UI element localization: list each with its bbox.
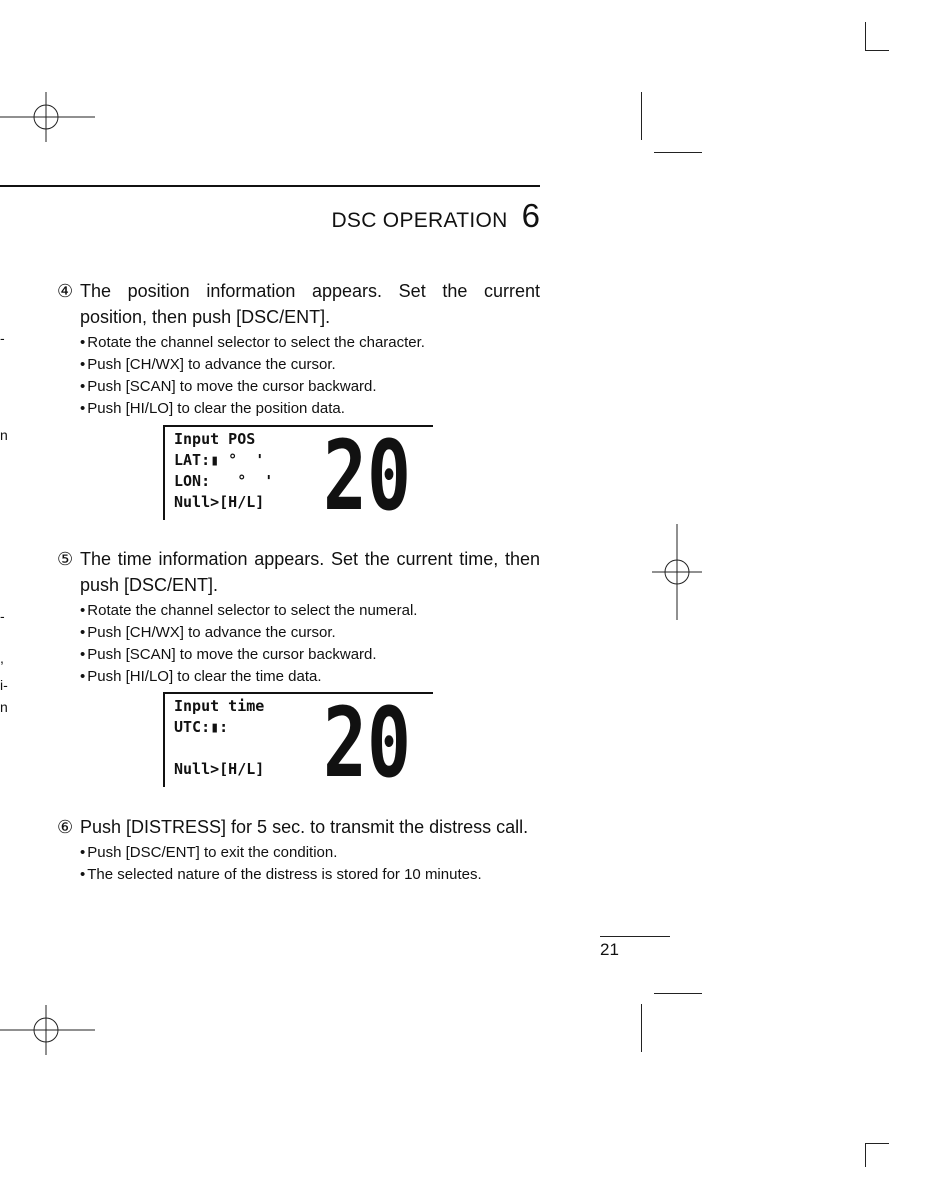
bullet-list [80,842,540,886]
bullet-item: • Push [SCAN] to move the cursor backward. [80,644,540,666]
bullet-list [80,332,540,420]
crop-mark [865,22,866,50]
edge-fragment: i- [0,677,8,693]
channel-digits [321,420,413,532]
crop-mark [865,1143,866,1167]
bullet-item: • Push [CH/WX] to advance the cursor. [80,622,540,644]
edge-fragment: n [0,699,8,715]
edge-fragment: , [0,650,4,666]
step-number: ⑥ [57,817,74,837]
section-header [331,197,540,235]
header-rule [0,185,540,187]
step-6 [57,814,540,886]
bullet-item: • The selected nature of the distress is stored for 10 minutes. [80,864,540,886]
lcd-line: Input time [174,697,265,715]
page-number-rule [600,936,670,937]
edge-fragment: - [0,330,5,346]
lcd-line [174,738,264,759]
step-number: ④ [57,281,74,301]
channel-number: 20 [323,420,411,532]
bullet-item: • Push [CH/WX] to advance the cursor. [80,354,540,376]
registration-mark [0,1005,96,1055]
bullet-item: • Push [HI/LO] to clear the position data. [80,398,540,420]
step-5 [57,546,540,688]
lcd-line: UTC:▮: [174,718,229,736]
channel-digits [321,687,413,799]
edge-fragment: n [0,427,8,443]
bullet-item: • Push [SCAN] to move the cursor backward. [80,376,540,398]
crop-mark [654,993,702,994]
registration-mark [652,524,702,620]
lcd-text [174,696,264,780]
channel-number: 20 [323,687,411,799]
lcd-text [174,429,273,513]
step-text: Push [DISTRESS] for 5 sec. to transmit the distress call. [80,817,529,837]
bullet-item: • Push [DSC/ENT] to exit the condition. [80,842,540,864]
bullet-item: • Push [HI/LO] to clear the time data. [80,666,540,688]
step-number: ⑤ [57,549,74,569]
section-title: DSC OPERATION [331,209,508,232]
lcd-line: LAT:▮ ° ' [174,451,265,469]
chapter-number: 6 [521,197,540,234]
step-4 [57,278,540,420]
registration-mark [0,92,96,142]
edge-fragment: - [0,608,5,624]
step-text: The time information appears. Set the current time, then push [DSC/ENT]. [80,549,540,595]
lcd-line: Input POS [174,430,256,448]
crop-mark [641,92,642,140]
lcd-line: Null>[H/L] [174,760,265,778]
crop-mark [641,1004,642,1052]
crop-mark [654,152,702,153]
bullet-item: • Rotate the channel selector to select the character. [80,332,540,354]
bullet-list [80,600,540,688]
lcd-display-time [163,687,433,799]
lcd-line: LON: ° ' [174,472,274,490]
page-number: 21 [600,940,619,959]
lcd-display-position [163,420,433,532]
step-text: The position information appears. Set the current position, then push [DSC/ENT]. [80,281,540,327]
lcd-line: Null>[H/L] [174,493,265,511]
crop-mark [865,50,889,51]
crop-mark [865,1143,889,1144]
bullet-item: • Rotate the channel selector to select the numeral. [80,600,540,622]
